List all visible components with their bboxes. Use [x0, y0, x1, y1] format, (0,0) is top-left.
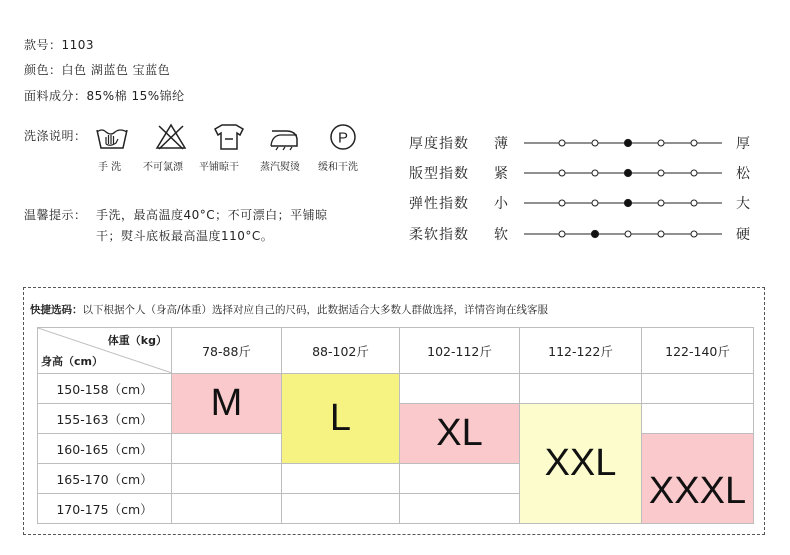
- scale-dot: [691, 140, 697, 146]
- scale-dot: [559, 200, 565, 206]
- index-name: 柔软指数: [409, 227, 469, 243]
- scale-dot-selected: [624, 139, 631, 146]
- scale-dot: [691, 170, 697, 176]
- size-cell-l: L: [282, 374, 400, 464]
- corner-cell: [38, 328, 172, 374]
- scale-dot: [625, 231, 631, 237]
- size-chart-table: [37, 327, 754, 524]
- colors: 颜色：白色 湖蓝色 宝蓝色: [24, 63, 171, 77]
- size-guide-title-bold: 快捷选码：: [30, 304, 83, 316]
- tips-line-1: 手洗，最高温度40°C；不可漂白；平铺晾: [96, 208, 328, 222]
- scale-dot: [559, 140, 565, 146]
- care-label-dry-clean: 缓和干洗: [318, 162, 358, 173]
- dry-clean-icon: [326, 122, 362, 152]
- scale-dot-selected: [624, 169, 631, 176]
- care-label-flat-dry: 平铺晾干: [199, 162, 239, 173]
- height-header: 160-165（cm）: [38, 434, 172, 464]
- scale-dot: [559, 231, 565, 237]
- empty-cell: [282, 464, 400, 494]
- dry-clean-letter: P: [337, 129, 349, 147]
- hand-wash-icon: [94, 122, 130, 152]
- scale-dot: [592, 170, 598, 176]
- care-label-steam-iron: 蒸汽熨烫: [260, 162, 300, 173]
- index-low-label: 薄: [494, 136, 508, 152]
- size-cell-xl: XL: [400, 404, 520, 464]
- corner-weight-label: 体重（kg）: [107, 334, 167, 347]
- no-bleach-icon: [153, 122, 189, 152]
- empty-cell: [172, 464, 282, 494]
- scale-dot: [691, 231, 697, 237]
- empty-cell: [172, 494, 282, 524]
- scale-dot: [658, 200, 664, 206]
- empty-cell: [400, 464, 520, 494]
- care-heading: 洗涤说明：: [24, 129, 87, 143]
- scale-dot: [592, 140, 598, 146]
- weight-header: 78-88斤: [172, 328, 282, 374]
- table-row: [38, 374, 754, 404]
- style-number: 款号：1103: [24, 38, 95, 52]
- care-label-no-bleach: 不可氯漂: [143, 162, 183, 173]
- scale-dot: [559, 170, 565, 176]
- size-guide-title-text: 以下根据个人（身高/体重）选择对应自己的尺码，此数据适合大多数人群做选择，详情咨询在线客服: [82, 304, 549, 316]
- scale-dot-selected: [624, 199, 631, 206]
- steam-iron-icon: [266, 122, 302, 152]
- weight-header: 102-112斤: [400, 328, 520, 374]
- empty-cell: [400, 494, 520, 524]
- empty-cell: [642, 404, 754, 434]
- flat-dry-icon: [211, 122, 247, 152]
- empty-cell: [400, 374, 520, 404]
- empty-cell: [172, 434, 282, 464]
- index-high-label: 大: [736, 196, 750, 212]
- index-name: 弹性指数: [409, 196, 469, 212]
- index-low-label: 紧: [494, 166, 508, 182]
- height-header: 155-163（cm）: [38, 404, 172, 434]
- index-low-label: 软: [494, 227, 508, 243]
- index-high-label: 硬: [736, 227, 750, 243]
- index-high-label: 松: [736, 166, 750, 182]
- index-low-label: 小: [494, 196, 508, 212]
- corner-height-label: 身高（cm）: [41, 355, 103, 368]
- tips-heading: 温馨提示：: [24, 208, 87, 222]
- size-cell-xxxl: XXXL: [642, 434, 754, 524]
- height-header: 170-175（cm）: [38, 494, 172, 524]
- index-high-label: 厚: [736, 136, 750, 152]
- index-scale: [524, 168, 722, 178]
- index-scale: [524, 138, 722, 148]
- index-scale: [524, 198, 722, 208]
- scale-dot: [658, 140, 664, 146]
- height-header: 165-170（cm）: [38, 464, 172, 494]
- size-guide-title: [30, 302, 548, 317]
- tips-line-2: 干；熨斗底板最高温度110°C。: [96, 229, 274, 243]
- empty-cell: [282, 494, 400, 524]
- scale-dot: [691, 200, 697, 206]
- scale-dot: [658, 170, 664, 176]
- weight-header: 122-140斤: [642, 328, 754, 374]
- fabric: 面料成分：85%棉 15%锦纶: [24, 89, 185, 103]
- weight-header: 112-122斤: [520, 328, 642, 374]
- scale-dot-selected: [591, 230, 598, 237]
- height-header: 150-158（cm）: [38, 374, 172, 404]
- table-header-row: [38, 328, 754, 374]
- empty-cell: [520, 374, 642, 404]
- weight-header: 88-102斤: [282, 328, 400, 374]
- empty-cell: [642, 374, 754, 404]
- scale-dot: [658, 231, 664, 237]
- size-cell-xxl: XXL: [520, 404, 642, 524]
- index-name: 厚度指数: [409, 136, 469, 152]
- size-cell-m: M: [172, 374, 282, 434]
- index-scale: [524, 229, 722, 239]
- index-name: 版型指数: [409, 166, 469, 182]
- scale-dot: [592, 200, 598, 206]
- care-label-hand-wash: 手 洗: [98, 162, 122, 173]
